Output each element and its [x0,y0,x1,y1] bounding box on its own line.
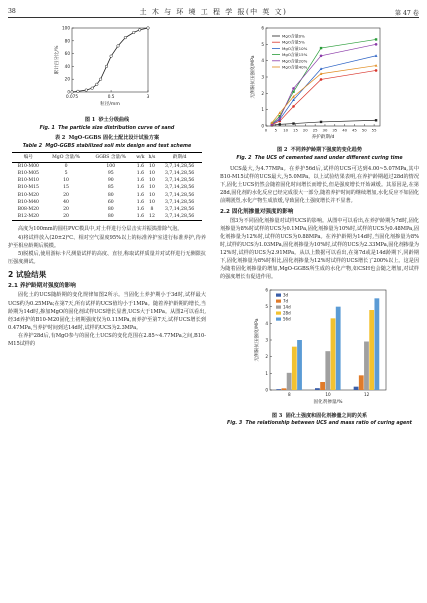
table-2-caption-cn: 表 2 MgO-GGBS 固化土配比设计试验方案 [54,135,160,142]
legend-label: MgO含量5% [282,39,305,45]
table-cell: 40 [63,199,69,205]
table-cell: 100 [106,164,116,170]
table-cell: B10-M20 [17,192,39,198]
table-cell: 10 [149,192,155,198]
y-tick-label: 5 [261,41,264,47]
data-point [279,123,281,125]
volume-number: 第 47 卷 [394,10,419,17]
table-cell: 85 [107,185,114,191]
table-cell: 3,7,14,28,56 [164,185,195,191]
x-tick-label: 25 [312,127,318,133]
legend-label: 3d [283,292,289,298]
figure-3-caption-en: Fig. 3 The relationship between UCS and mass ratio of curing agent [227,421,412,427]
series-line [272,70,376,124]
bar [315,388,320,390]
data-point [292,87,295,90]
y-tick-label: 2 [265,353,268,359]
figure-3-caption-cn: 图 3 固化土强度和固化剂掺量之间的关系 [271,412,368,419]
y-tick-label: 2 [261,90,264,96]
data-point [71,91,74,94]
table-cell: 1.6 [136,199,145,205]
paragraph: 图3为不同固化剂掺量对试样UCS的影响。从图中可以看出,在养护龄期为7d时,固化剂掺量为8%时试样的UCS为0.1MPa,固化剂掺量为10%时,试样的UCS为0.48MPa,固化剂掺量为12%时,试样的UCS为0.88MPa。在养护龄期为14d时,当固化剂掺量为8%时,试样的UCS为1.03MPa,固化剂掺量为10%时,试样的UCS为2.33MPa,固化剂掺量为12%时,试样的UCS为2.91MPa。从以上数据可以看出,在第7d或是14d龄期下,同龄期下,固化剂掺量为8%时相比,固化剂掺量为12%时试样的UCS增长了200%以上。这是因为随着固化剂掺量的增加,MgO-GGBS所生成的水化产物,如CSH也会随之增加,对试样的强度增长有促进作用。 [220,217,419,281]
x-tick-label: 0.075 [66,94,78,99]
section-heading: 2 试验结果 [8,270,47,280]
legend-label: 56d [283,316,291,322]
y-tick-label: 5 [265,303,268,309]
y-tick-label: 0 [265,387,268,393]
series-line [272,120,376,125]
x-tick-label: 10 [325,391,331,397]
figure-2-caption-en: Fig. 2 The UCS of cemented sand under different curing time [236,155,403,161]
table-cell: 1.6 [136,164,145,170]
table-cell: 10 [149,164,155,170]
legend-label: 7d [283,298,289,304]
y-tick-label: 6 [265,287,268,293]
table-cell: 95 [107,171,114,177]
table-row [12,199,202,206]
x-tick-label: 0.5 [107,94,115,99]
table-cell: 90 [107,178,114,184]
x-tick-label: 8 [287,391,291,397]
table-cell: B10-M15 [17,185,39,191]
x-tick-label: 45 [352,127,357,133]
running-header [8,6,419,18]
table-cell: 80 [107,192,114,198]
table-cell: B10-M40 [17,199,39,205]
left-column [8,22,206,349]
x-tick-label: 40 [342,127,348,133]
legend-label: MgO含量40% [282,64,308,70]
table-cell: B10-M05 [17,171,39,177]
bar [336,306,341,389]
series-line [272,66,376,123]
legend-label: 28d [283,310,291,316]
paragraph: 在养护28d后,有MgO参与的固化土UCS的变化范围在2.85~4.77MPa之间,B10-M15试样的 [8,333,206,348]
x-tick-label: 3 [146,94,150,99]
table-cell: 1.6 [136,206,145,212]
data-point [110,55,113,58]
bar [320,382,325,390]
table-cell: 1.6 [136,185,145,191]
legend-label: 14d [283,304,291,310]
table-cell: 60 [107,199,114,205]
bar [297,340,302,390]
data-point [138,29,141,32]
legend-swatch [276,305,281,308]
data-point [147,27,150,30]
data-point [132,31,135,34]
y-axis-label: 无侧限抗压强度/MPa [251,55,256,99]
table-cell: 3,7,14,28,56 [164,206,195,212]
data-point [278,117,281,120]
y-axis-label: 累计百分比/% [55,45,60,75]
column-header: GGBS 含量/% [87,153,134,163]
table-cell: 3,7,14,28,56 [164,178,195,184]
table-row [12,177,202,184]
y-tick-label: 1 [265,370,268,376]
table-cell: B08-M20 [17,206,39,212]
table-header-row [12,153,202,163]
legend-label: MgO含量0% [282,33,305,39]
data-point [320,121,322,123]
table-row [12,206,202,213]
column-header: w/k [134,153,147,163]
table-cell: 20 [45,213,88,221]
figure-1-caption-en: Fig. 1 The particle size distribution curve of sand [39,125,175,131]
x-axis-label: 粒径/mm [100,102,120,107]
data-point [320,47,322,49]
table-cell: 3,7,14,28,56 [164,199,195,205]
table-cell: 80 [107,206,114,212]
table-row [12,170,202,177]
data-point [105,65,108,68]
grading-curve [72,28,148,92]
data-point [320,54,323,57]
x-tick-label: 10 [283,127,289,133]
data-point [375,43,378,46]
paragraph: UCS最大,为4.77MPa。在养护56d后,试样的UCS可达到4.00~5.07MPa,其中B10-M15试样的UCS最大,为5.0MPa。以上试验结果表明,在养护龄期超过28d的情况下,固化土UCS仍然会随着固化时间增长而增长,但是强度增长开始减缓。其原因是,在第28d,固化剂的水化反应已经完成很大一部分,随着养护时间的继续增加,水化反应不如固化前期剧烈,水化产物生成放缓,导致固化土强度增长并不显著。 [220,166,419,205]
y-tick-label: 100 [62,25,70,31]
subsection-heading: 2.2 固化剂掺量对强度的影响 [220,208,294,215]
figure-1-chart [8,22,206,114]
y-tick-label: 6 [261,25,264,31]
subsection-heading: 2.1 养护龄期对强度的影响 [8,283,76,290]
table-cell: 1.6 [136,178,145,184]
x-tick-label: 15 [293,127,298,133]
y-tick-label: 1 [261,107,264,113]
y-tick-label: 4 [261,58,264,64]
column-header: h/s [147,153,158,163]
data-point [375,54,378,57]
table-cell: 10 [149,171,155,177]
data-point [375,119,377,121]
x-tick-label: 55 [371,127,377,133]
legend-label: MgO含量10% [282,45,308,51]
table-cell: 1.6 [136,171,145,177]
x-axis-label: 固化剂掺量/% [313,399,343,405]
column-header: 编号 [12,153,45,163]
bar [287,373,292,390]
journal-title: 土 木 与 环 境 工 程 学 报(中 英 文) [139,8,288,16]
table-cell: 3,7,14,28,56 [164,171,195,177]
y-tick-label: 0 [261,123,264,129]
column-header: 龄期/d [157,153,202,163]
table-row [12,192,202,199]
x-tick-label: 30 [322,127,328,133]
table-cell: 20 [63,192,69,198]
table-cell: 10 [149,199,155,205]
column-header: MgO 含量/% [45,153,88,163]
bar [292,346,297,389]
table-row [12,163,202,171]
table-2 [12,152,202,221]
data-point [375,69,378,72]
y-tick-label: 80 [64,38,70,44]
figure-2-caption-cn: 图 2 不同养护龄期下强度的变化趋势 [277,147,362,154]
table-cell: 1.6 [136,192,145,198]
table-row [12,184,202,191]
right-column [220,22,419,428]
table-cell: 10 [149,178,155,184]
paragraph: 高度为100mm的圆柱PVC模具中,对土样进行分层击实并振捣排除气泡。 [18,225,183,232]
y-tick-label: 0 [67,89,70,95]
table-cell: 5 [64,171,68,177]
data-point [292,105,295,108]
legend-swatch [276,293,281,296]
y-tick-label: 3 [265,337,268,343]
bar [354,386,359,389]
y-tick-label: 60 [64,51,70,57]
data-point [99,78,102,81]
data-point [77,90,80,93]
table-cell: 20 [63,206,69,212]
paragraph: 4)将试样放入(20±2)℃、相对空气湿度95%以上的标准养护室进行标准养护,待养护至相应龄期后脱模。 [8,234,206,249]
table-cell: B12-M20 [12,213,45,221]
table-cell: 0 [64,164,68,170]
legend-label: MgO含量15% [282,52,308,58]
table-cell: B10-M10 [17,178,39,184]
legend-swatch [276,311,281,314]
data-point [117,45,120,48]
x-tick-label: 35 [332,127,338,133]
bar [374,298,379,390]
y-axis-label: 无侧限抗压强度/MPa [255,318,260,362]
data-point [91,87,94,90]
table-cell: 3,7,14,28,56 [164,164,195,170]
table-cell: 1.6 [134,213,147,221]
x-tick-label: 12 [363,391,370,397]
data-point [375,38,377,40]
data-point [320,78,323,81]
legend-swatch [276,299,281,302]
data-point [124,36,127,39]
data-point [96,83,99,86]
table-cell: 3,7,14,28,56 [157,213,202,221]
legend-swatch [276,317,281,320]
table-row [12,213,202,221]
table-cell: 10 [63,178,69,184]
bar [276,389,281,390]
table-2-caption-en: Table 2 MgO-GGBS stabilized soil mix design and test scheme [22,143,192,149]
bar [282,388,287,390]
plot-frame [72,28,148,92]
x-tick-label: 0 [264,127,268,133]
table-cell: 12 [147,213,158,221]
table-cell: 80 [87,213,134,221]
table-cell: 8 [150,206,154,212]
table-cell: 15 [63,185,69,191]
y-tick-label: 4 [265,320,268,326]
legend-label: MgO含量20% [282,58,308,64]
page-number: 38 [8,8,16,15]
y-tick-label: 3 [261,74,264,80]
x-tick-label: 20 [302,127,308,133]
data-point [292,122,294,124]
bar [331,318,336,390]
y-tick-label: 20 [64,76,70,82]
paragraph: 5)脱模后,使用游标卡尺测量试样的高度、直径,称取试样质量并对试样进行无侧限抗压强度测试。 [8,251,206,266]
x-tick-label: 5 [274,127,278,133]
bar [364,341,369,390]
x-tick-label: 50 [361,127,367,133]
figure-3-chart [220,286,419,410]
paragraph: 固化土的UCS随龄期的变化规律如图2所示。当固化土养护期小于3d时,试样最大UCS约为0.25MPa;在第7天,所有试样的UCS值均小于1MPa。随着养护龄期的增长,当龄期为14d时,掺加MgO的固化剂试样UCS增长显著,UCS大于1MPa。从图2可以看出,经3d养护的B10-M20固化土初期强度仅为0.11MPa,而养护至第7天,试样UCS增长到0.47MPa,当养护时间到达14d时,试样的UCS为2.3MPa。 [8,292,206,331]
table-cell: 10 [149,185,155,191]
table-cell: 3,7,14,28,56 [164,192,195,198]
bar [325,351,330,390]
table-cell: B10-M00 [17,164,39,170]
data-point [85,89,88,92]
figure-2-chart [220,22,419,144]
bar [359,375,364,390]
figure-1-caption-cn: 图 1 砂土分级曲线 [84,117,130,124]
x-axis-label: 养护龄期/d [311,135,335,140]
y-tick-label: 40 [64,63,70,69]
bar [369,310,374,390]
